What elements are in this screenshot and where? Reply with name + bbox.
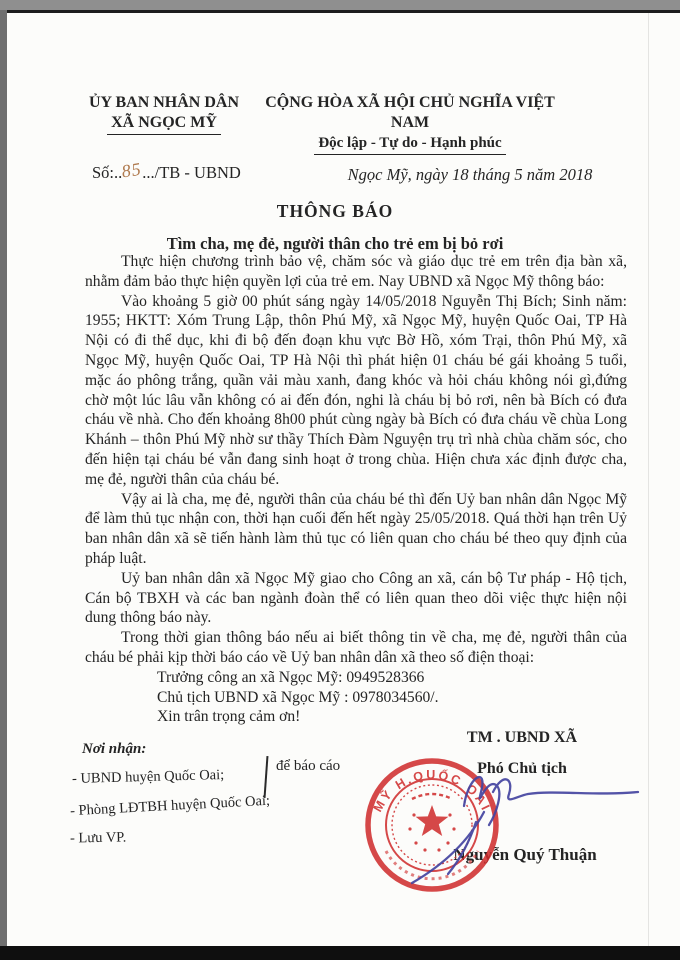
paper-top-edge: [0, 10, 680, 13]
recipient-item: - Phòng LĐTBH huyện Quốc Oai;: [69, 792, 271, 820]
recipient-item: - Lưu VP.: [69, 829, 127, 847]
on-behalf-line: TM . UBND XÃ: [466, 729, 578, 746]
national-motto: Độc lập - Tự do - Hạnh phúc: [314, 133, 505, 155]
closing-line: Xin trân trọng cảm ơn!: [157, 708, 301, 726]
scan-bottom-band: [0, 946, 680, 960]
document-title: THÔNG BÁO: [276, 201, 394, 221]
recipients-note: để báo cáo: [276, 758, 341, 774]
paragraph: Vậy ai là cha, mẹ đẻ, người thân của cháu bé thì đến Uỷ ban nhân dân Ngọc Mỹ để làm thủ tục nhận con, thời hạn cuối đến hết ngày 25/05/2018. Quá thời hạn trên Uỷ ban nhân dân xã sẽ tiến hành làm thủ tục có liên quan cho cháu bé theo quy định của pháp luật.: [85, 490, 627, 567]
scan-left-band: [0, 10, 7, 946]
place-date: Ngọc Mỹ, ngày 18 tháng 5 năm 2018: [347, 165, 593, 184]
number-prefix: Số:..: [92, 163, 123, 182]
handwritten-number: 85: [120, 158, 144, 182]
signature-scribble: [372, 750, 652, 900]
signer-name: Nguyễn Quý Thuận: [453, 845, 597, 864]
document-body: [85, 252, 627, 727]
issuer-commune: XÃ NGỌC MỸ: [107, 113, 221, 135]
signer-position: Phó Chủ tịch: [477, 760, 567, 777]
recipient-item: - UBND huyện Quốc Oai;: [71, 767, 225, 787]
contact-phone-line: Chủ tịch UBND xã Ngọc Mỹ : 0978034560/.: [157, 688, 439, 706]
national-header-block: [255, 93, 565, 155]
document-subtitle: Tìm cha, mẹ đẻ, người thân cho trẻ em bị bỏ rơi: [166, 234, 504, 253]
issuer-name: ỦY BAN NHÂN DÂN: [88, 94, 240, 111]
issuer-block: [75, 93, 253, 135]
paragraph: Thực hiện chương trình bảo vệ, chăm sóc và giáo dục trẻ em trên địa bàn xã, nhằm đảm bảo thực hiện quyền lợi của trẻ em. Nay UBND xã Ngọc Mỹ thông báo:: [85, 253, 627, 290]
number-suffix: .../TB - UBND: [142, 163, 241, 182]
paragraph: Vào khoảng 5 giờ 00 phút sáng ngày 14/05/2018 Nguyễn Thị Bích; Sinh năm: 1955; HKTT: Xóm Trung Lập, thôn Phú Mỹ, xã Ngọc Mỹ, huyện Quốc Oai, TP Hà Nội có đi thể dục, khi đi bộ đến đoạn khu vực Bờ Hồ, xóm Trại, thôn Phú Mỹ, xã Ngọc Mỹ, huyện Quốc Oai, TP Hà Nội thì phát hiện 01 cháu bé gái khoảng 5 tuổi, mặc áo phông trắng, quần vải màu xanh, đang khóc và hỏi cháu không nói gì,đứng chờ một lúc lâu vẫn không có ai đến đón, nghi là cháu bị bỏ rơi, nên bà Bích có đưa cháu về nhà. Cho đến khoảng 8h00 phút cùng ngày bà Bích có đưa cháu về chùa Long Khánh – thôn Phú Mỹ nhờ sư thầy Thích Đàm Nguyện trụ trì nhà chùa chăm sóc, cho đến hiện tại cháu bé vẫn đang sinh hoạt ở trong chùa. Hiện chưa xác định được cha, mẹ đẻ, người thân của cháu bé.: [85, 292, 627, 488]
stamp-arc-text: MỸ H.QUỐC OAI: [370, 768, 494, 815]
document-number-line: [92, 158, 241, 183]
contact-phone-line: Trưởng công an xã Ngọc Mỹ: 0949528366: [157, 668, 425, 686]
scan-top-band: [0, 0, 680, 10]
paragraph: Trong thời gian thông báo nếu ai biết thông tin về cha, mẹ đẻ, người thân của cháu bé phải kịp thời báo cáo về Uỷ ban nhân dân xã theo số điện thoại:: [85, 629, 627, 666]
national-title: CỘNG HÒA XÃ HỘI CHỦ NGHĨA VIỆT NAM: [265, 94, 555, 131]
paragraph: Uỷ ban nhân dân xã Ngọc Mỹ giao cho Công an xã, cán bộ Tư pháp - Hộ tịch, Cán bộ TBXH và các ban ngành đoàn thể có liên quan theo dõi việc thực hiện nội dung thông báo này.: [85, 569, 627, 627]
recipients-label: Nơi nhận:: [82, 741, 147, 757]
